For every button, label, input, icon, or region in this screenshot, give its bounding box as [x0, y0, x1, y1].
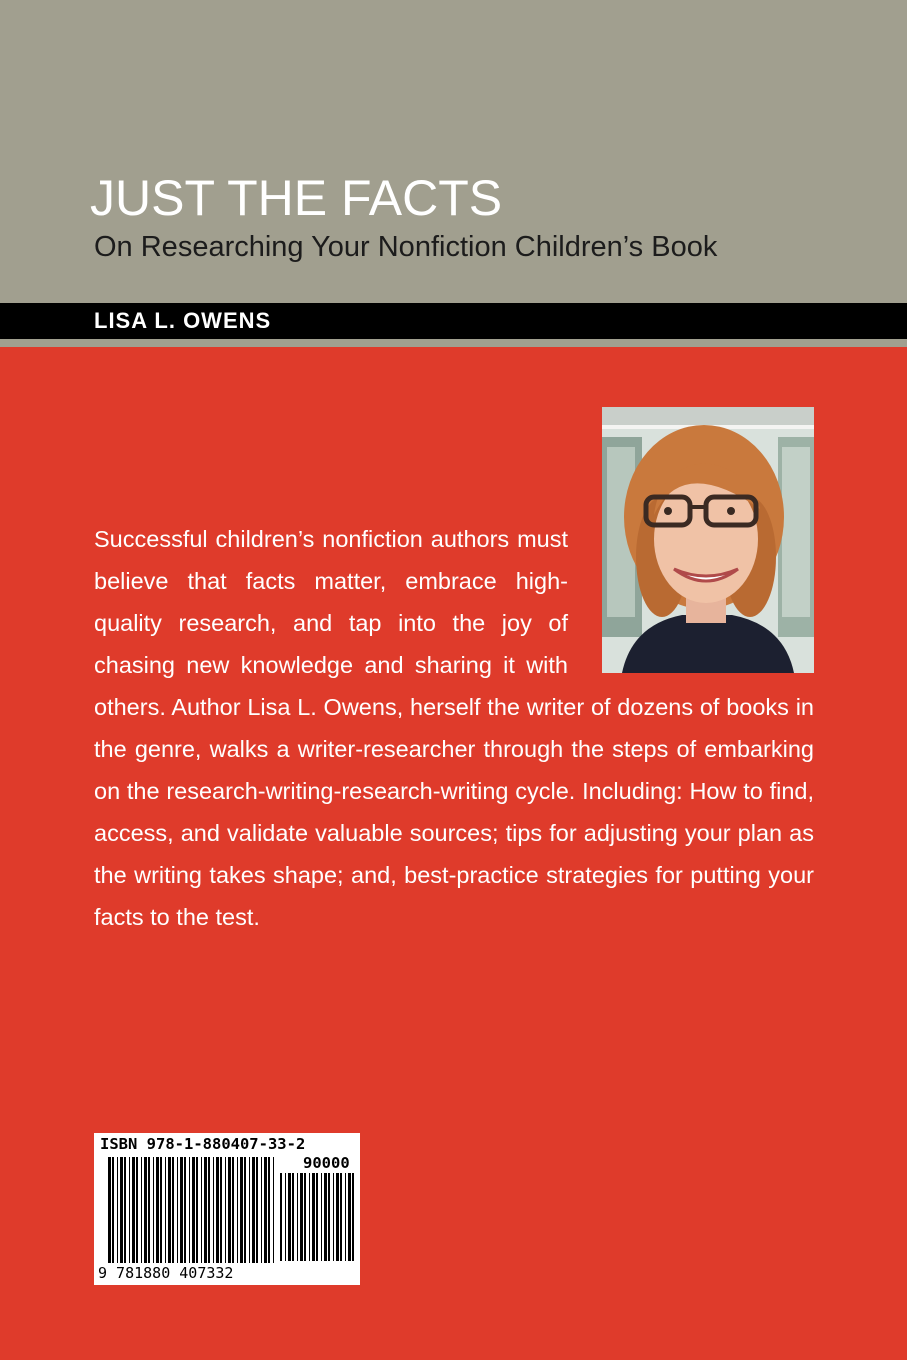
isbn-label: ISBN 978-1-880407-33-2: [100, 1135, 306, 1153]
photo-wrap-space: [568, 518, 814, 686]
barcode-bars: [94, 1133, 360, 1285]
book-title: JUST THE FACTS: [90, 170, 503, 226]
barcode-addon: 90000: [303, 1154, 350, 1172]
author-name: LISA L. OWENS: [94, 308, 272, 333]
isbn-barcode: [94, 1133, 360, 1285]
barcode-digits: 9 781880 407332: [98, 1264, 234, 1282]
blurb-paragraph: [94, 518, 814, 938]
blurb-text: Successful children’s nonfiction authors must believe that facts matter, embrace high-quality research, and tap into the joy of chasing new knowledge and sharing it with others. Author Lisa L. Owens, herself the writer of dozens of books in the genre, walks a writer-researcher through the steps of embarking on the research-writing-research-writing cycle. Including: How to find, access, and validate valuable sources; tips for adjusting your plan as the writing takes shape; and, best-practice strategies for putting your facts to the test.: [94, 526, 814, 930]
author-stripe: [0, 339, 907, 347]
book-subtitle: On Researching Your Nonfiction Children’s Book: [94, 231, 718, 263]
